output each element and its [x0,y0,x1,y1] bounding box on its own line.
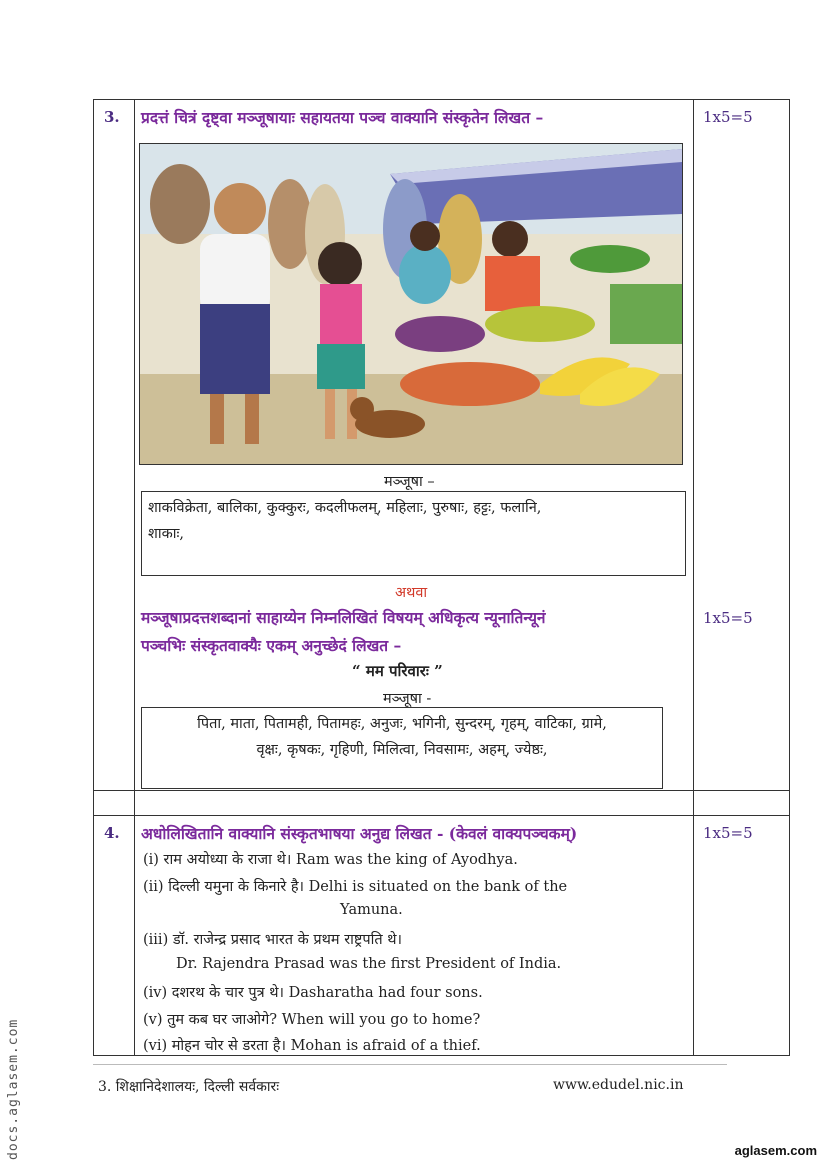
question-marks: 1x5=5 [703,824,753,842]
row-divider [94,790,789,791]
translation-item: (ii) दिल्ली यमुना के किनारे है। Delhi is situated on the bank of the [143,879,568,895]
word-box [141,491,686,576]
alt-instruction-line: मञ्जूषाप्रदत्तशब्दानां साहाय्येन निम्नलिखितं विषयम् अधिकृत्य न्यूनातिन्यूनं [141,608,546,627]
row-divider [94,815,789,816]
question-number: 4. [104,824,120,842]
question-marks: 1x5=5 [703,108,753,126]
essay-topic: “ मम परिवारः ” [352,662,443,680]
footer-rule [93,1064,727,1065]
market-scene-image [140,144,682,464]
translation-item: (vi) मोहन चोर से डरता है। Mohan is afraid of a thief. [143,1038,481,1054]
word-box-line: शाकाः, [148,526,185,542]
market-scene-illustration [139,143,683,465]
column-divider-marks [693,100,694,1055]
translation-item: (iv) दशरथ के चार पुत्र थे। Dasharatha had four sons. [143,985,483,1001]
column-divider-number [134,100,135,1055]
footer-website: www.edudel.nic.in [553,1077,684,1093]
word-box-label: मञ्जूषा – [384,474,435,490]
question-number: 3. [104,108,120,126]
side-watermark: docs.aglasem.com [6,1018,21,1160]
alt-instruction-line: पञ्चभिः संस्कृतवाक्यैः एकम् अनुच्छेदं लिखत – [141,636,402,655]
or-label: अथवा [395,585,428,601]
alt-word-box-label: मञ्जूषा - [383,691,432,707]
brand-watermark: aglasem.com [734,1143,817,1158]
alt-question-marks: 1x5=5 [703,609,753,627]
translation-item: (iii) डॉ. राजेन्द्र प्रसाद भारत के प्रथम राष्ट्रपति थे। [143,932,402,948]
translation-item-continuation: Yamuna. [340,902,403,918]
question-instruction: अधोलिखितानि वाक्यानि संस्कृतभाषया अनुद्य लिखत - (केवलं वाक्यपञ्चकम्) [141,824,578,843]
translation-item-continuation: Dr. Rajendra Prasad was the first President of India. [176,956,562,972]
alt-word-box [141,707,663,789]
translation-item: (v) तुम कब घर जाओगे? When will you go to home? [143,1012,481,1028]
footer-publisher: 3. शिक्षानिदेशालयः, दिल्ली सर्वकारः [98,1079,280,1095]
alt-word-box-line: पिता, माता, पितामही, पितामहः, अनुजः, भगिनी, सुन्दरम्, गृहम्, वाटिका, ग्रामे, [197,716,607,732]
alt-word-box-line: वृक्षः, कृषकः, गृहिणी, मिलित्वा, निवसामः, अहम्, ज्येष्ठः, [256,742,548,758]
question-instruction: प्रदत्तं चित्रं दृष्ट्वा मञ्जूषायाः सहायतया पञ्च वाक्यानि संस्कृतेन लिखत – [141,108,544,127]
word-box-line: शाकविक्रेता, बालिका, कुक्कुरः, कदलीफलम्, महिलाः, पुरुषाः, हट्टः, फलानि, [148,500,542,516]
translation-item: (i) राम अयोध्या के राजा थे। Ram was the king of Ayodhya. [143,852,518,868]
